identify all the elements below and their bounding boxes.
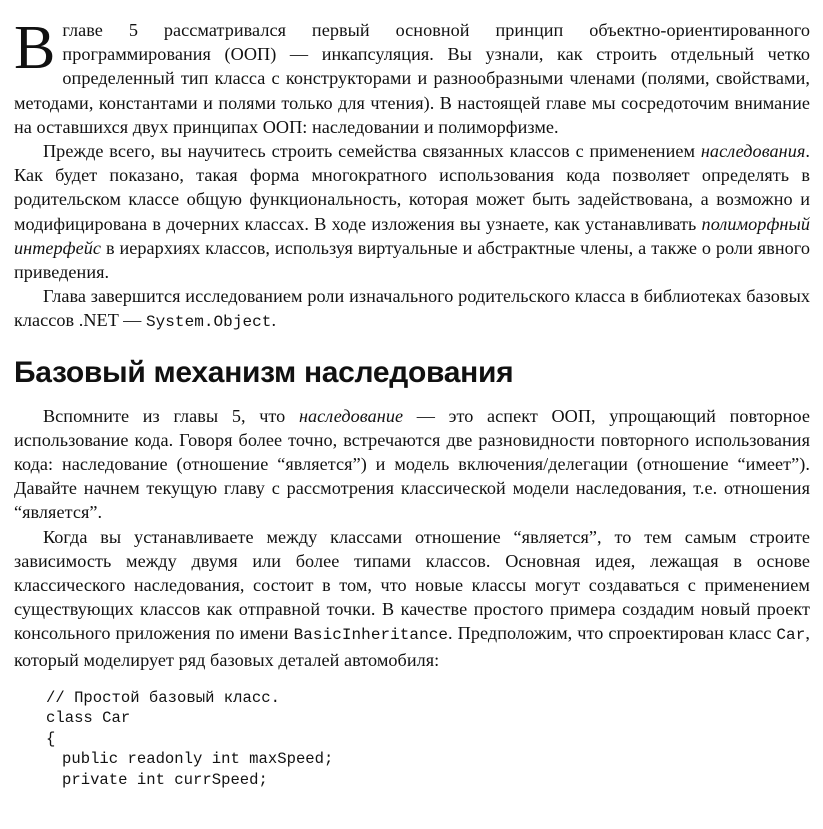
code-line: private int currSpeed; bbox=[62, 770, 268, 789]
intro-paragraph-2 bbox=[14, 139, 810, 284]
code-line: public readonly int maxSpeed; bbox=[62, 750, 334, 769]
intro-paragraph-1-text: главе 5 рассматривался первый основной принцип объектно-ориентированного программирования (ООП) — инкапсуляция. Вы узнали, как строить отдельный четко определенный тип класса с конструкторами и разнообразными членами (полями, свойствами, методами, константами и полями только для чтения). В настоящей главе мы сосредоточим внимание на оставшихся двух принципах ООП: наследовании и полиморфизме. bbox=[14, 20, 810, 137]
text-run: . bbox=[271, 310, 277, 331]
text-run: . Как будет показано, такая форма многократного использования кода позволяет определять в родительском классе общую функциональность, которая может быть задействована, а возможно и модифицирована в дочерних классах. В ходе изложения вы узнаете, как устанавливать bbox=[14, 141, 810, 234]
intro-paragraph-1 bbox=[14, 14, 810, 139]
text-run: — это аспект ООП, упрощающий повторное использование кода. Говоря более точно, встречаются две разновидности повторного использования кода: наследование (отношение “является”) и модель включения/делегации (отношение “имеет”). Давайте начнем текущую главу с рассмотрения классической модели наследования, т.е. отношения “является”. bbox=[14, 405, 810, 523]
section-paragraph-2 bbox=[14, 525, 810, 672]
emphasis-term: полиморфный интерфейс bbox=[14, 213, 810, 258]
book-page bbox=[14, 14, 810, 790]
text-run: Глава завершится исследованием роли изначального родительского класса в библиотеках базовых классов .NET — bbox=[14, 286, 810, 331]
section-heading: Базовый механизм наследования bbox=[14, 355, 514, 389]
code-listing bbox=[46, 688, 810, 791]
text-run: , который моделирует ряд базовых деталей автомобиля: bbox=[14, 623, 810, 670]
text-run: в иерархиях классов, используя виртуальные и абстрактные члены, а также о роли явного приведения. bbox=[14, 237, 810, 283]
code-line: { bbox=[46, 729, 56, 748]
text-run: Прежде всего, вы научитесь строить семейства связанных классов с применением bbox=[43, 141, 701, 162]
drop-cap: В bbox=[14, 14, 56, 82]
inline-code: System.Object bbox=[145, 313, 272, 332]
code-line: // Простой базовый класс. bbox=[46, 688, 280, 707]
section-paragraph-1 bbox=[14, 404, 810, 525]
intro-paragraph-3 bbox=[14, 284, 810, 334]
inline-code: BasicInheritance bbox=[293, 626, 449, 645]
text-run: Вспомните из главы 5, что bbox=[43, 405, 299, 426]
emphasis-term: наследования bbox=[700, 141, 806, 162]
code-line: class Car bbox=[46, 709, 131, 728]
emphasis-term: наследование bbox=[298, 405, 404, 426]
text-run: Когда вы устанавливаете между классами отношение “является”, то тем самым строите зависимость между двумя или более типами классов. Основная идея, лежащая в основе классического наследования, состоит в том, что новые классы могут создаваться с применением существующих классов как отправной точки. В качестве простого примера создадим новый проект консольного приложения по имени bbox=[14, 526, 810, 644]
text-run: . Предположим, что спроектирован класс bbox=[448, 623, 777, 644]
inline-code: Car bbox=[776, 626, 806, 645]
